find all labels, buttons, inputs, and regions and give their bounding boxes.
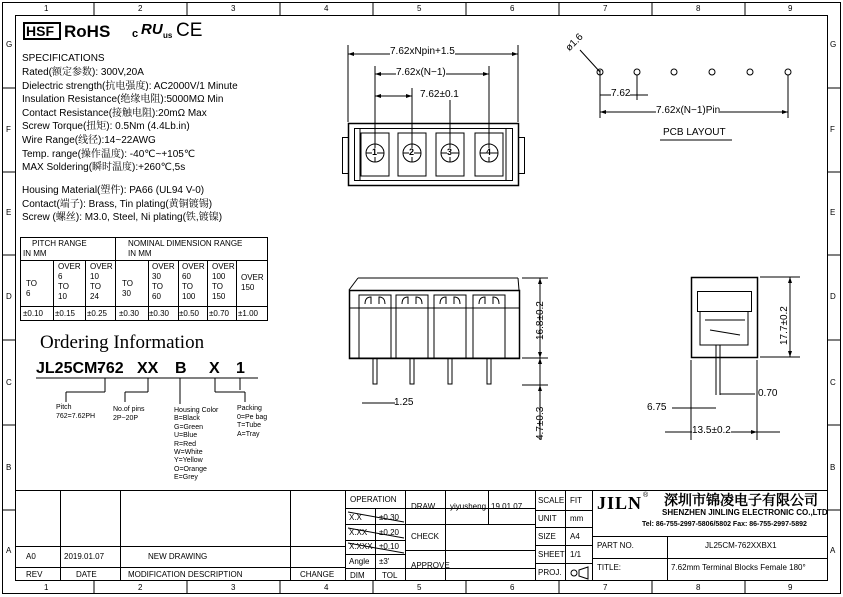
front-screw bbox=[479, 297, 499, 304]
draw-date: 19.01.07 bbox=[491, 502, 523, 511]
pin-number: 4 bbox=[486, 147, 492, 157]
ul-logo-c: c bbox=[132, 28, 139, 40]
tol-range-cell: TO bbox=[212, 282, 223, 291]
tol-range-cell: TO bbox=[26, 279, 37, 288]
grid-col-bottom: 1 bbox=[44, 583, 49, 592]
date-header: DATE bbox=[76, 570, 97, 579]
grid-col-top: 5 bbox=[417, 4, 422, 13]
dim-pitch: 7.62±0.1 bbox=[420, 89, 459, 100]
size-value: A4 bbox=[570, 532, 580, 541]
dim-pin-span: 7.62x(N−1) bbox=[396, 67, 446, 78]
title-value: 7.62mm Terminal Blocks Female 180° bbox=[671, 563, 806, 572]
grid-row-left: B bbox=[6, 463, 12, 472]
tol-range-cell: OVER bbox=[182, 262, 205, 271]
dim-side-height: 17.7±0.2 bbox=[779, 306, 790, 345]
unit-value: mm bbox=[570, 514, 584, 523]
tol-row-dim: Angle bbox=[349, 556, 370, 566]
nominal-range-header: NOMINAL DIMENSION RANGE bbox=[128, 239, 243, 248]
grid-col-top: 1 bbox=[44, 4, 49, 13]
pin-number: 1 bbox=[372, 147, 378, 157]
nominal-range-unit: IN MM bbox=[128, 249, 152, 258]
pins-legend: No.of pins bbox=[113, 406, 145, 413]
pin-number: 3 bbox=[447, 147, 453, 157]
scale-value: FIT bbox=[570, 496, 582, 505]
tol-range-cell: OVER bbox=[241, 273, 264, 282]
color-legend: Y=Yellow bbox=[174, 457, 203, 465]
tol-value: ±0.70 bbox=[209, 309, 229, 318]
tol-range-cell: 6 bbox=[26, 289, 31, 298]
pitch-legend: 762=7.62PH bbox=[56, 413, 96, 420]
proj-label: PROJ. bbox=[538, 568, 562, 577]
dim-pin-thickness: 0.70 bbox=[758, 388, 778, 399]
material-line: Housing Material(塑件): PA66 (UL94 V-0) bbox=[22, 185, 205, 196]
operation-label: OPERATION bbox=[350, 495, 397, 504]
tol-range-cell: 10 bbox=[58, 292, 67, 301]
tol-value: ±1.00 bbox=[238, 309, 258, 318]
approve-label: APPROVE bbox=[411, 561, 450, 570]
title-label: TITLE: bbox=[597, 563, 622, 572]
company-contact: Tel: 86-755-2997-5806/5802 Fax: 86-755-2997-5892 bbox=[642, 521, 807, 528]
tol-value: ±0.25 bbox=[87, 309, 107, 318]
tol-range-cell: TO bbox=[122, 279, 133, 288]
code-pitch: 762 bbox=[97, 360, 124, 377]
front-screw-window bbox=[473, 295, 505, 308]
grid-col-bottom: 2 bbox=[138, 583, 143, 592]
code-series: JL25CM- bbox=[36, 360, 103, 377]
tol-range-cell: 100 bbox=[182, 292, 196, 301]
material-line: Screw (螺丝): M3.0, Steel, Ni plating(铁,镀镍) bbox=[22, 212, 223, 223]
spec-line: Rated(额定参数): 300V,20A bbox=[22, 67, 144, 78]
company-cn-name: 深圳市锦凌电子有限公司 bbox=[664, 492, 818, 508]
front-pin bbox=[487, 358, 491, 384]
company-en-name: SHENZHEN JINLING ELECTRONIC CO.,LTD bbox=[662, 508, 828, 517]
tol-range-cell: 10 bbox=[90, 272, 99, 281]
tol-range-cell: 100 bbox=[212, 272, 226, 281]
sheet-label: SHEET bbox=[538, 550, 565, 559]
dim-pcb-pitch: 7.62 bbox=[611, 88, 631, 99]
packing-legend: T=Tube bbox=[237, 422, 262, 430]
tol-row-value: ±0.20 bbox=[379, 527, 399, 537]
grid-row-left: E bbox=[6, 208, 12, 217]
pitch-range-unit: IN MM bbox=[23, 249, 47, 258]
spec-line: Contact Resistance(接触电阻):20mΩ Max bbox=[22, 107, 207, 119]
size-label: SIZE bbox=[538, 532, 556, 541]
tol-range-cell: TO bbox=[90, 282, 101, 291]
code-color: B bbox=[175, 360, 187, 377]
part-no-value: JL25CM-762XXBX1 bbox=[705, 541, 777, 550]
drawer-name: yiyusheng bbox=[450, 502, 487, 511]
ce-logo: CE bbox=[176, 20, 203, 41]
scale-label: SCALE bbox=[538, 496, 565, 505]
front-screw bbox=[365, 297, 385, 304]
dim-side-offset: 6.75 bbox=[647, 402, 667, 413]
grid-col-top: 9 bbox=[788, 4, 793, 13]
rohs-logo: RoHS bbox=[64, 22, 111, 41]
dim-side-depth: 13.5±0.2 bbox=[692, 425, 731, 436]
grid-row-left: D bbox=[6, 292, 12, 301]
part-no-label: PART NO. bbox=[597, 541, 634, 550]
rev-date: 2019.01.07 bbox=[64, 552, 105, 561]
hsf-logo-text: HSF bbox=[26, 23, 54, 39]
spec-line: Temp. range(操作温度): -40℃~+105℃ bbox=[22, 148, 196, 160]
tol-value: ±0.30 bbox=[149, 309, 169, 318]
spec-line: Wire Range(线径):14~22AWG bbox=[22, 135, 156, 146]
tol-value: ±0.50 bbox=[179, 309, 199, 318]
spec-line: MAX Soldering(瞬时温度):+260℃,5s bbox=[22, 162, 186, 174]
grid-col-bottom: 7 bbox=[603, 583, 608, 592]
tol-range-cell: TO bbox=[152, 282, 163, 291]
tol-range-cell: 30 bbox=[152, 272, 161, 281]
grid-col-bottom: 6 bbox=[510, 583, 515, 592]
tol-range-cell: TO bbox=[182, 282, 193, 291]
draw-label: DRAW bbox=[411, 502, 436, 511]
code-pins: XX bbox=[137, 360, 159, 377]
tol-range-cell: 24 bbox=[90, 292, 99, 301]
front-screw bbox=[402, 297, 422, 304]
grid-col-bottom: 4 bbox=[324, 583, 329, 592]
tol-value: ±0.10 bbox=[23, 309, 43, 318]
spec-line: Insulation Resistance(绝缘电阻):5000MΩ Min bbox=[22, 94, 224, 106]
code-packing: 1 bbox=[236, 360, 245, 377]
ordering-title: Ordering Information bbox=[40, 332, 205, 353]
tol-value: ±0.30 bbox=[119, 309, 139, 318]
packing-legend: A=Tray bbox=[237, 430, 260, 438]
grid-row-right: E bbox=[830, 208, 836, 217]
dim-hole-diameter: ø1.6 bbox=[563, 31, 586, 54]
tol-row-dim: X.XXX bbox=[349, 542, 373, 551]
pin-number: 2 bbox=[409, 147, 415, 157]
front-screw-window bbox=[434, 295, 466, 308]
tol-row-value: ±0.10 bbox=[379, 542, 399, 551]
pcb-layout-title: PCB LAYOUT bbox=[663, 127, 726, 138]
rev-description: NEW DRAWING bbox=[148, 552, 208, 561]
grid-col-top: 6 bbox=[510, 4, 515, 13]
dim-pin-length: 4.7±0.3 bbox=[535, 406, 546, 440]
dim-header: DIM bbox=[350, 571, 365, 580]
tol-row-value: ±3' bbox=[379, 556, 390, 566]
dim-pin-width: 1.25 bbox=[394, 397, 414, 408]
company-logo: JILN bbox=[597, 493, 643, 513]
grid-col-bottom: 3 bbox=[231, 583, 236, 592]
ul-logo: RU bbox=[141, 21, 163, 38]
color-legend: U=Blue bbox=[174, 432, 198, 440]
grid-row-right: A bbox=[830, 546, 836, 555]
tol-row-dim: X.X bbox=[349, 513, 362, 522]
tol-range-cell: 60 bbox=[152, 292, 161, 301]
color-legend: R=Red bbox=[174, 440, 196, 448]
front-screw bbox=[440, 297, 460, 304]
front-screw-window bbox=[359, 295, 391, 308]
code-x: X bbox=[209, 360, 220, 377]
pins-legend: 2P~20P bbox=[113, 415, 139, 422]
tol-row-dim: X.XX bbox=[349, 527, 368, 537]
ul-logo-us: us bbox=[163, 31, 173, 40]
tol-range-cell: OVER bbox=[212, 262, 235, 271]
tol-range-cell: TO bbox=[58, 282, 69, 291]
grid-row-right: G bbox=[830, 40, 837, 49]
spec-line: Screw Torque(扭矩): 0.5Nm (4.4Lb.in) bbox=[22, 121, 190, 133]
color-legend: W=White bbox=[174, 449, 203, 456]
specs-title: SPECIFICATIONS bbox=[22, 53, 105, 64]
grid-col-bottom: 5 bbox=[417, 583, 422, 592]
check-label: CHECK bbox=[411, 532, 440, 541]
rev-header: REV bbox=[26, 570, 43, 579]
grid-row-right: C bbox=[830, 378, 836, 387]
registered-mark: ® bbox=[643, 492, 649, 499]
description-header: MODIFICATION DESCRIPTION bbox=[128, 570, 243, 579]
grid-row-left: C bbox=[6, 378, 12, 387]
dim-pcb-span: 7.62x(N−1)Pin bbox=[656, 105, 721, 116]
spec-line: Dielectric strength(抗电强度): AC2000V/1 Minute bbox=[22, 80, 238, 92]
tol-value: ±0.15 bbox=[55, 309, 75, 318]
unit-label: UNIT bbox=[538, 514, 557, 523]
color-legend: O=Orange bbox=[174, 465, 207, 473]
tol-range-cell: OVER bbox=[58, 262, 81, 271]
color-legend: Housing Color bbox=[174, 407, 219, 414]
grid-col-top: 7 bbox=[603, 4, 608, 13]
color-legend: E=Grey bbox=[174, 474, 198, 482]
tol-row-value: ±0.30 bbox=[379, 513, 399, 522]
pcb-hole bbox=[709, 69, 715, 75]
front-pin bbox=[448, 358, 452, 384]
sheet-value: 1/1 bbox=[570, 550, 582, 559]
pcb-hole bbox=[747, 69, 753, 75]
front-screw-window bbox=[396, 295, 428, 308]
packing-legend: 0=Pe bag bbox=[237, 413, 268, 421]
tol-range-cell: 150 bbox=[212, 292, 226, 301]
grid-col-top: 2 bbox=[138, 4, 143, 13]
pcb-hole bbox=[785, 69, 791, 75]
color-legend: G=Green bbox=[174, 423, 203, 431]
change-header: CHANGE bbox=[300, 570, 335, 579]
grid-row-left: A bbox=[6, 546, 12, 555]
grid-row-left: F bbox=[6, 125, 11, 134]
grid-col-top: 4 bbox=[324, 4, 329, 13]
tol-range-cell: OVER bbox=[90, 262, 113, 271]
grid-row-right: D bbox=[830, 292, 836, 301]
tol-range-cell: 150 bbox=[241, 283, 255, 292]
pitch-legend: Pitch bbox=[56, 404, 72, 411]
color-legend: B=Black bbox=[174, 415, 200, 423]
grid-row-right: F bbox=[830, 125, 835, 134]
pcb-hole bbox=[634, 69, 640, 75]
pitch-range-header: PITCH RANGE bbox=[32, 239, 87, 248]
dim-body-height: 16.8±0.2 bbox=[535, 301, 546, 340]
grid-row-right: B bbox=[830, 463, 836, 472]
tol-range-cell: 30 bbox=[122, 289, 131, 298]
material-line: Contact(端子): Brass, Tin plating(黄铜镀锡) bbox=[22, 198, 213, 210]
dim-overall-width: 7.62xNpin+1.5 bbox=[390, 46, 455, 57]
packing-legend: Packing bbox=[237, 405, 262, 412]
grid-row-left: G bbox=[6, 40, 13, 49]
grid-col-top: 3 bbox=[231, 4, 236, 13]
tol-header: TOL bbox=[382, 571, 398, 580]
rev-value: A0 bbox=[26, 552, 36, 561]
grid-col-bottom: 8 bbox=[696, 583, 701, 592]
front-pin bbox=[373, 358, 377, 384]
tol-range-cell: 6 bbox=[58, 272, 63, 281]
tol-range-cell: OVER bbox=[152, 262, 175, 271]
pcb-hole bbox=[671, 69, 677, 75]
grid-col-bottom: 9 bbox=[788, 583, 793, 592]
tol-range-cell: 60 bbox=[182, 272, 191, 281]
front-pin bbox=[410, 358, 414, 384]
grid-col-top: 8 bbox=[696, 4, 701, 13]
